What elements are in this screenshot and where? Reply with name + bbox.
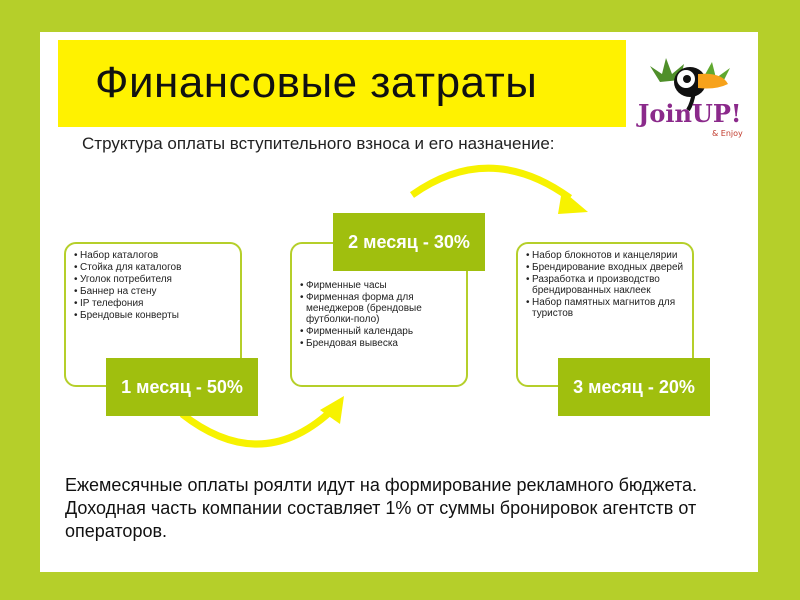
stage-2-label: 2 месяц - 30%	[333, 213, 485, 271]
page-subtitle: Структура оплаты вступительного взноса и его назначение:	[82, 134, 555, 153]
page-title: Финансовые затраты	[95, 58, 538, 107]
list-item: • Брендовая вывеска	[300, 338, 462, 349]
svg-text:& Enjoy: & Enjoy	[712, 129, 743, 138]
list-item: • Набор блокнотов и канцелярии	[526, 250, 688, 261]
list-item: • Фирменная форма для менеджеров (брендовые футболки-поло)	[300, 292, 462, 325]
list-item: • IP телефония	[74, 298, 240, 309]
body-paragraph: Ежемесячные оплаты роялти идут на формирование рекламного бюджета. Доходная часть компании составляет 1% от суммы бронировок агентств от операторов.	[65, 475, 698, 541]
list-item: • Набор каталогов	[74, 250, 240, 261]
list-item: • Фирменные часы	[300, 280, 462, 291]
list-item: • Баннер на стену	[74, 286, 240, 297]
list-item: • Брендирование входных дверей	[526, 262, 688, 273]
svg-text:JoinUP!: JoinUP!	[638, 99, 742, 128]
stage-1-list	[74, 250, 240, 321]
arrow-2-to-3-head	[558, 190, 588, 214]
list-item: • Брендовые конверты	[74, 310, 240, 321]
list-item: • Фирменный календарь	[300, 326, 462, 337]
list-item: • Набор памятных магнитов для туристов	[526, 297, 688, 319]
list-item: • Уголок потребителя	[74, 274, 240, 285]
stage-3-label: 3 месяц - 20%	[558, 358, 710, 416]
arrow-2-to-3	[412, 168, 570, 198]
stage-2-list	[300, 280, 462, 349]
stage-1-label: 1 месяц - 50%	[106, 358, 258, 416]
stage-3-list	[526, 250, 688, 319]
arrow-1-to-2	[182, 412, 330, 444]
list-item: • Разработка и производство брендированных наклеек	[526, 274, 688, 296]
list-item: • Стойка для каталогов	[74, 262, 240, 273]
